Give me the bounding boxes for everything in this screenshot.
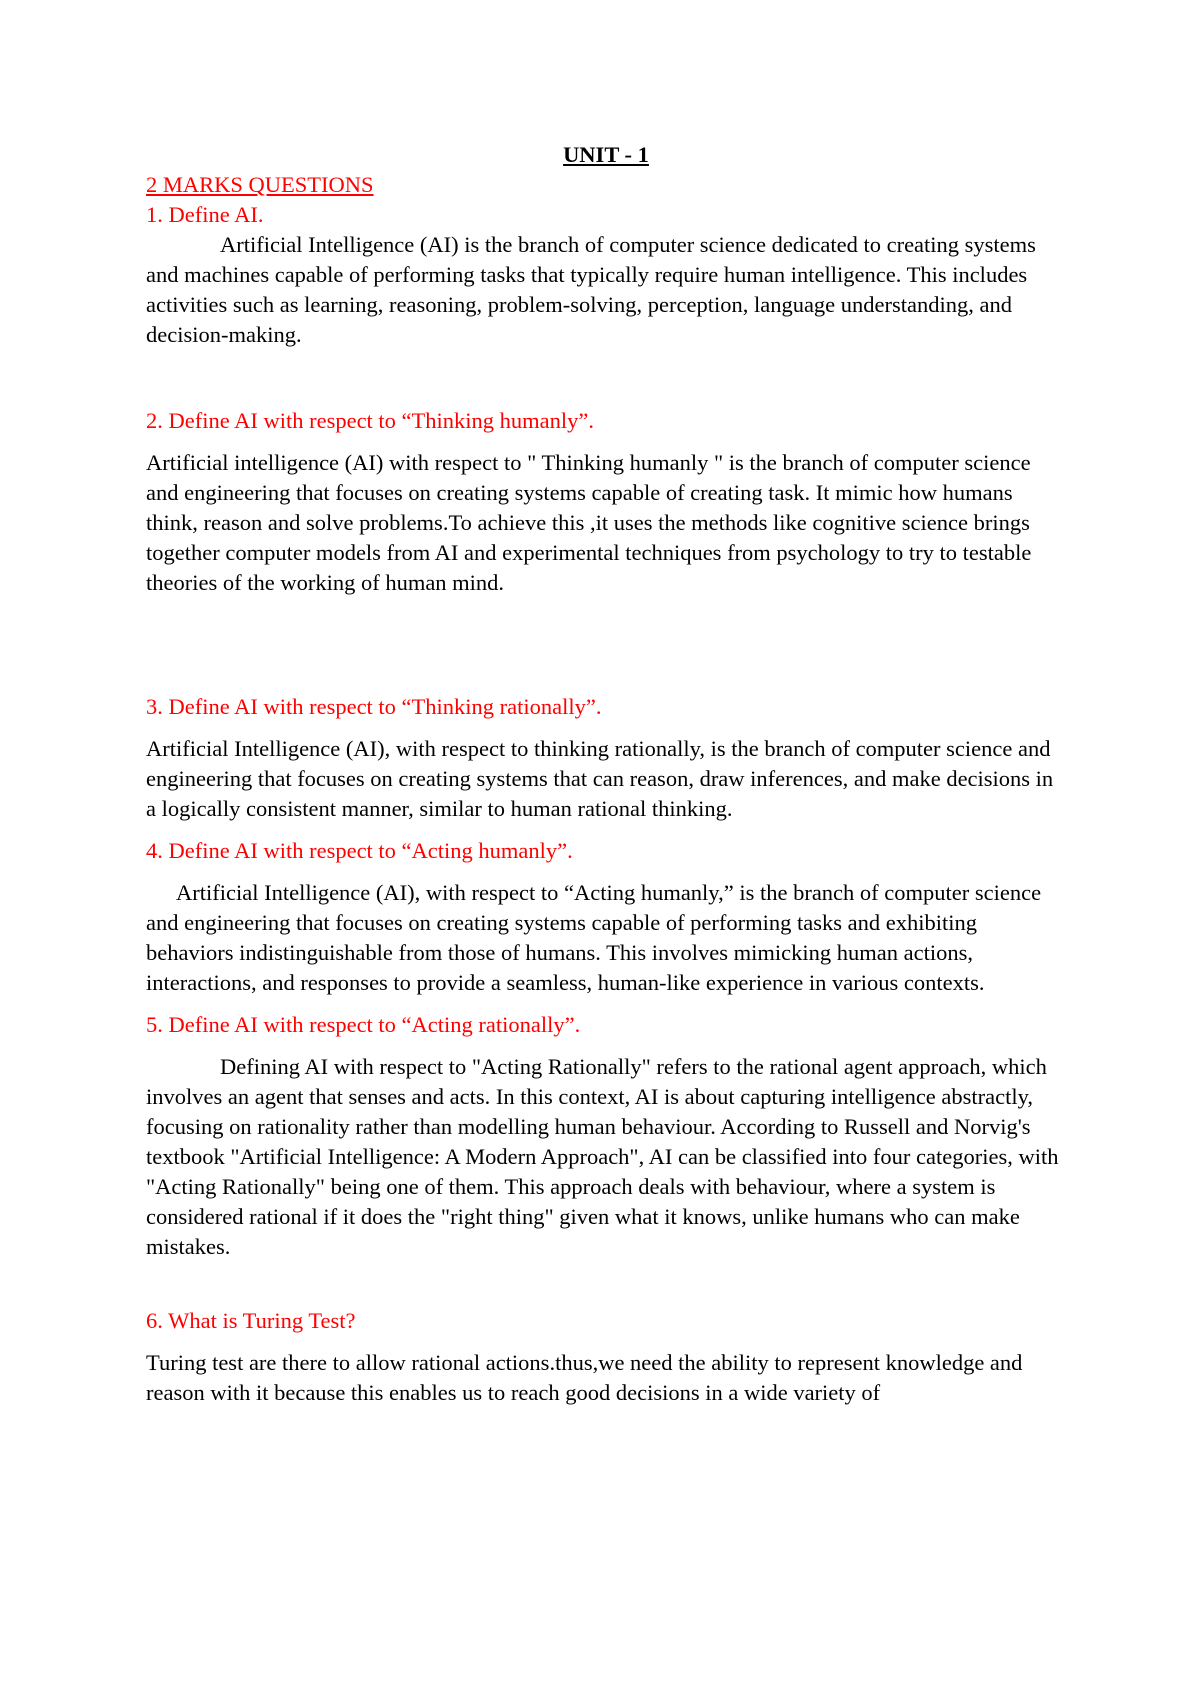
answer-1: Artificial Intelligence (AI) is the branch of computer science dedicated to creating systems and machines capable of performing tasks that typically require human intelligence. This includes activities such as learning, reasoning, problem-solving, perception, language understanding, and decision-making. [146,232,1036,347]
answer-3: Artificial Intelligence (AI), with respect to thinking rationally, is the branch of computer science and engineering that focuses on creating systems that can reason, draw inferences, and make decisions in a logically consistent manner, similar to human rational thinking. [146,736,1054,821]
document-page [146,140,1066,1408]
section-heading: 2 MARKS QUESTIONS [146,172,374,197]
unit-title: UNIT - 1 [563,142,649,167]
question-6: 6. What is Turing Test? [146,1308,356,1333]
answer-6: Turing test are there to allow rational actions.thus,we need the ability to represent knowledge and reason with it because this enables us to reach good decisions in a wide variety of [146,1350,1023,1405]
answer-4: Artificial Intelligence (AI), with respect to “Acting humanly,” is the branch of computer science and engineering that focuses on creating systems capable of performing tasks and exhibiting behaviors indistinguishable from those of humans. This involves mimicking human actions, interactions, and responses to provide a seamless, human-like experience in various contexts. [146,880,1042,995]
question-1: 1. Define AI. [146,202,264,227]
question-5: 5. Define AI with respect to “Acting rationally”. [146,1012,581,1037]
question-4: 4. Define AI with respect to “Acting humanly”. [146,838,573,863]
question-2: 2. Define AI with respect to “Thinking humanly”. [146,408,595,433]
answer-2: Artificial intelligence (AI) with respect to " Thinking humanly " is the branch of computer science and engineering that focuses on creating systems capable of creating task. It mimic how humans think, reason and solve problems.To achieve this ,it uses the methods like cognitive science brings together computer models from AI and experimental techniques from psychology to try to testable theories of the working of human mind. [146,450,1032,595]
question-3: 3. Define AI with respect to “Thinking rationally”. [146,694,602,719]
answer-5: Defining AI with respect to "Acting Rationally" refers to the rational agent approach, which involves an agent that senses and acts. In this context, AI is about capturing intelligence abstractly, focusing on rationality rather than modelling human behaviour. According to Russell and Norvig's textbook "Artificial Intelligence: A Modern Approach", AI can be classified into four categories, with "Acting Rationally" being one of them. This approach deals with behaviour, where a system is considered rational if it does the "right thing" given what it knows, unlike humans who can make mistakes. [146,1054,1059,1259]
